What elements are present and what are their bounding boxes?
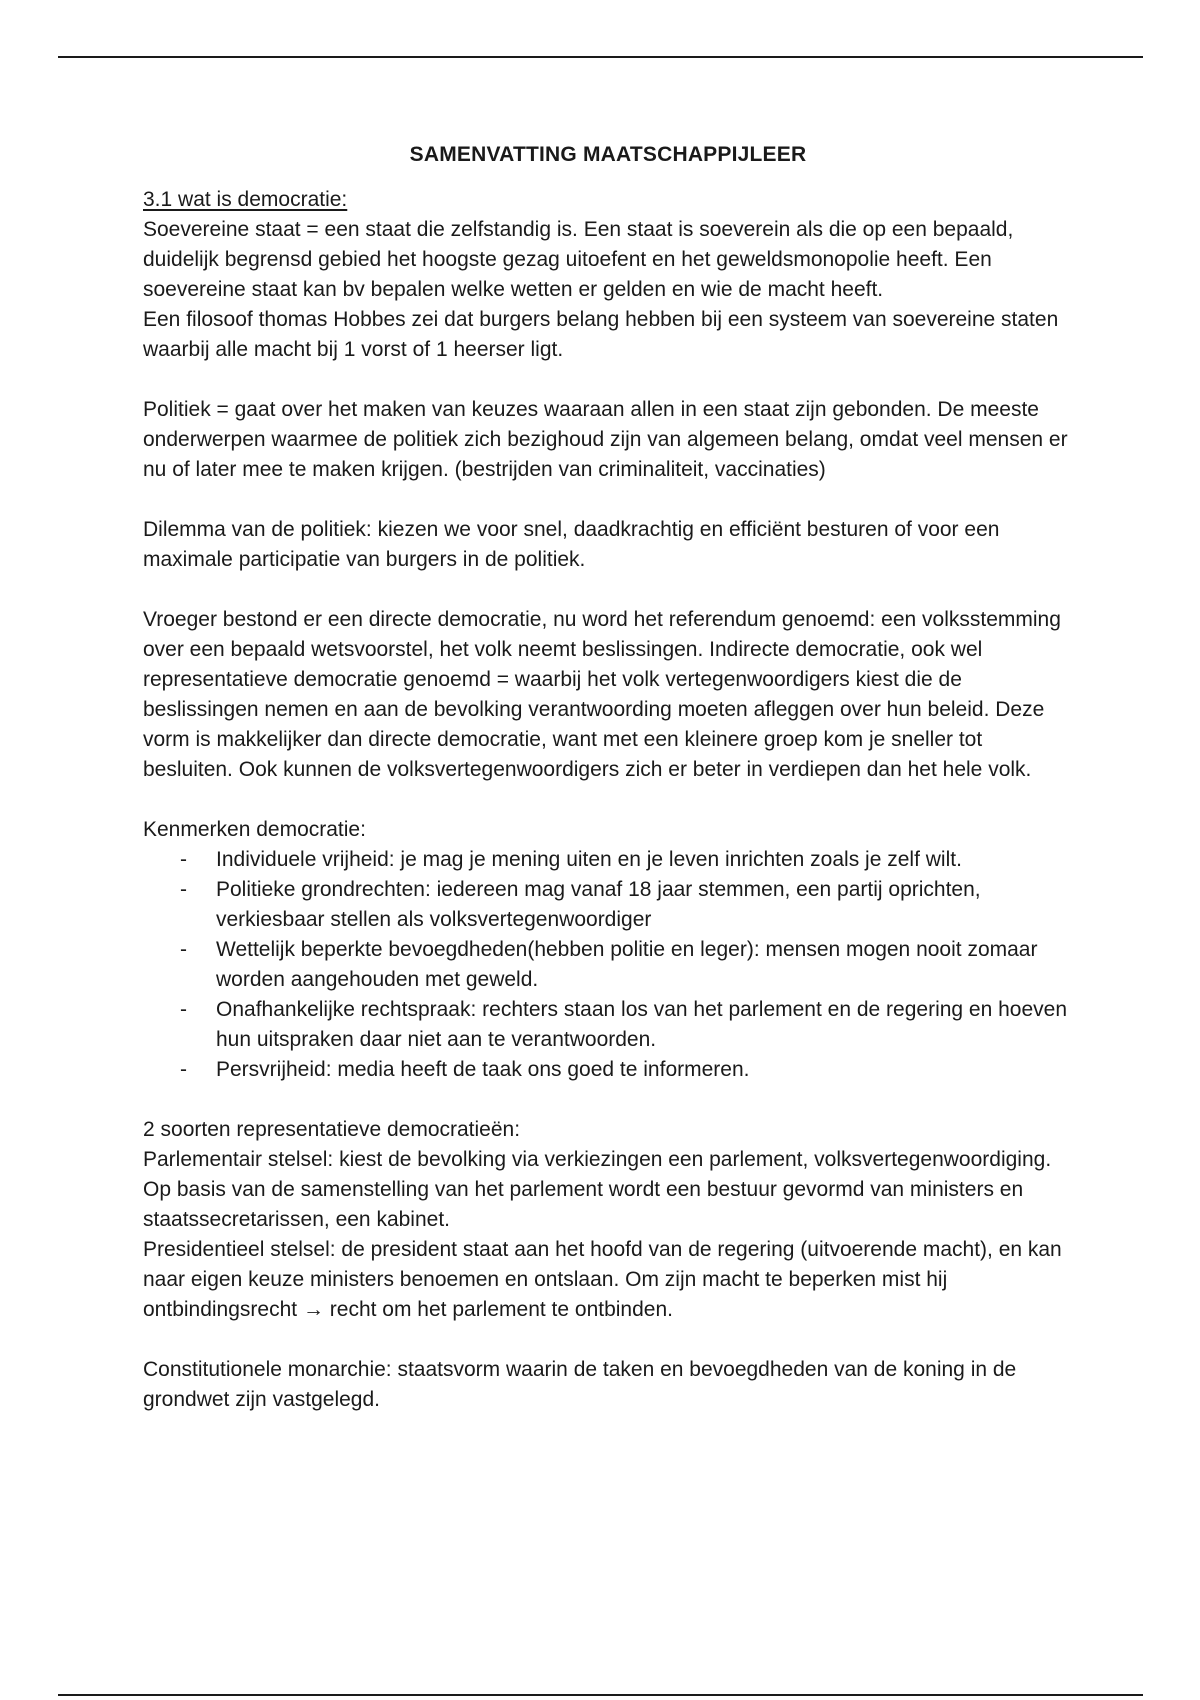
spacer — [143, 785, 1073, 815]
paragraph-hobbes: Een filosoof thomas Hobbes zei dat burgers belang hebben bij een systeem van soevereine staten waarbij alle macht bij 1 vorst of 1 heerser ligt. — [143, 308, 1059, 361]
paragraph-politiek: Politiek = gaat over het maken van keuzes waaraan allen in een staat zijn gebonden. De meeste onderwerpen waarmee de politiek zich bezighoud zijn van algemeen belang, omdat veel mensen er nu of later mee te maken krijgen. (bestrijden van criminaliteit, vaccinaties) — [143, 398, 1068, 481]
list-item — [143, 935, 1073, 995]
bullet-dash: - — [180, 998, 187, 1021]
list-item — [143, 875, 1073, 935]
bullet-dash: - — [180, 938, 187, 961]
list-item-text: Wettelijk beperkte bevoegdheden(hebben politie en leger): mensen mogen nooit zomaar worden aangehouden met geweld. — [216, 938, 1038, 991]
list-item — [143, 995, 1073, 1055]
paragraph-directe-democratie: Vroeger bestond er een directe democratie, nu word het referendum genoemd: een volksstemming over een bepaald wetsvoorstel, het volk neemt beslissingen. Indirecte democratie, ook wel representatieve democratie genoemd = waarbij het volk vertegenwoordigers kiest die de beslissingen nemen en aan de bevolking verantwoording moeten afleggen over hun beleid. Deze vorm is makkelijker dan directe democratie, want met een kleinere groep kom je sneller tot besluiten. Ook kunnen de volksvertegenwoordigers zich er beter in verdiepen dan het hele volk. — [143, 608, 1061, 781]
section-heading: 3.1 wat is democratie: — [143, 188, 348, 211]
document-body — [143, 140, 1073, 1415]
footer-rule — [58, 1694, 1143, 1696]
list-item — [143, 845, 1073, 875]
spacer — [143, 575, 1073, 605]
bullet-dash: - — [180, 878, 187, 901]
paragraph-presidentieel-stelsel: Presidentieel stelsel: de president staat aan het hoofd van de regering (uitvoerende macht), en kan naar eigen keuze ministers benoemen en ontslaan. Om zijn macht te beperken mist hij ontbindingsrecht → recht om het parlement te ontbinden. — [143, 1238, 1062, 1321]
list-item-text: Individuele vrijheid: je mag je mening uiten en je leven inrichten zoals je zelf wilt. — [216, 848, 962, 871]
spacer — [143, 485, 1073, 515]
spacer — [143, 365, 1073, 395]
document-title: SAMENVATTING MAATSCHAPPIJLEER — [409, 143, 807, 166]
paragraph-parlementair-stelsel: Parlementair stelsel: kiest de bevolking via verkiezingen een parlement, volksvertegenwoordiging. Op basis van de samenstelling van het parlement wordt een bestuur gevormd van ministers en staatssecretarissen, een kabinet. — [143, 1148, 1052, 1231]
header-rule — [58, 56, 1143, 58]
paragraph-dilemma: Dilemma van de politiek: kiezen we voor snel, daadkrachtig en efficiënt besturen of voor een maximale participatie van burgers in de politiek. — [143, 518, 1000, 571]
features-heading: Kenmerken democratie: — [143, 818, 366, 841]
paragraph-constitutionele-monarchie: Constitutionele monarchie: staatsvorm waarin de taken en bevoegdheden van de koning in de grondwet zijn vastgelegd. — [143, 1358, 1017, 1411]
spacer — [143, 1325, 1073, 1355]
spacer — [143, 1085, 1073, 1115]
paragraph-soevereine-staat: Soevereine staat = een staat die zelfstandig is. Een staat is soeverein als die op een bepaald, duidelijk begrensd gebied het hoogste gezag uitoefent en het geweldsmonopolie heeft. Een soevereine staat kan bv bepalen welke wetten er gelden en wie de macht heeft. — [143, 218, 1014, 301]
bullet-dash: - — [180, 1058, 187, 1081]
list-item-text: Onafhankelijke rechtspraak: rechters staan los van het parlement en de regering en hoeven hun uitspraken daar niet aan te verantwoorden. — [216, 998, 1068, 1051]
list-item-text: Politieke grondrechten: iedereen mag vanaf 18 jaar stemmen, een partij oprichten, verkiesbaar stellen als volksvertegenwoordiger — [216, 878, 981, 931]
list-item-text: Persvrijheid: media heeft de taak ons goed te informeren. — [216, 1058, 750, 1081]
features-list — [143, 845, 1073, 1085]
list-item — [143, 1055, 1073, 1085]
bullet-dash: - — [180, 848, 187, 871]
democracy-types-heading: 2 soorten representatieve democratieën: — [143, 1118, 521, 1141]
